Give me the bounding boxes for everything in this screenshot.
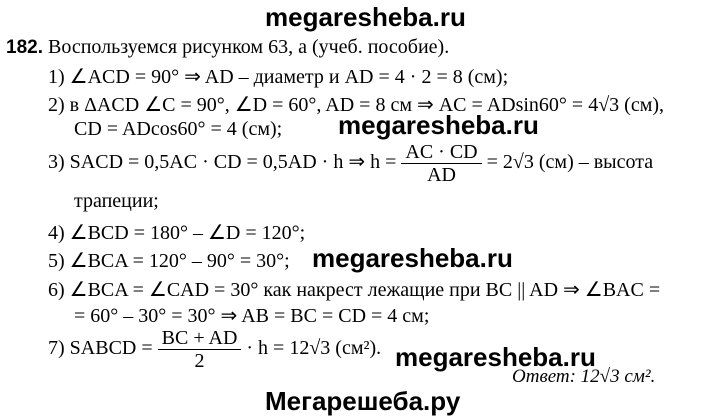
step-7-fraction: [158, 327, 242, 372]
step-2a: 2) в ΔACD ∠C = 90°, ∠D = 60°, AD = 8 см ⇒ AC = ADsin60° = 4√3 (см),: [48, 94, 665, 116]
problem-intro: Воспользуемся рисунком 63, а (учеб. пособие).: [47, 36, 450, 58]
watermark-mid-3: megaresheba.ru: [395, 342, 596, 372]
step-2b: CD = ADcos60° = 4 (см);: [74, 118, 283, 140]
step-3-fraction: [401, 141, 481, 186]
step-1: 1) ∠ACD = 90° ⇒ AD – диаметр и AD = 4 · 2 = 8 (см);: [48, 66, 509, 88]
step-4: 4) ∠BCD = 180° – ∠D = 120°;: [48, 222, 306, 244]
step-3-right: = 2√3 (см) – высота: [486, 151, 654, 174]
step-7-denominator: 2: [194, 350, 205, 372]
step-3-numerator: AC · CD: [401, 141, 481, 164]
step-7-numerator: BC + AD: [158, 327, 242, 350]
step-3: [48, 141, 653, 186]
watermark-mid-1: megaresheba.ru: [338, 110, 539, 140]
step-3b: трапеции;: [74, 190, 159, 212]
watermark-bottom: Мегарешеба.ру: [265, 386, 461, 416]
step-7-right: · h = 12√3 (см²).: [246, 337, 382, 360]
step-6b: = 60° – 30° = 30° ⇒ AB = BC = CD = 4 см;: [74, 305, 430, 327]
answer: Ответ: 12√3 см².: [512, 366, 656, 387]
step-3-denominator: AD: [427, 164, 456, 186]
step-5: 5) ∠BCA = 120° – 90° = 30°;: [48, 250, 290, 272]
step-7: [48, 327, 381, 372]
step-3-left: 3) SACD = 0,5AC · CD = 0,5AD · h ⇒ h =: [48, 151, 397, 174]
watermark-top: megaresheba.ru: [265, 2, 466, 32]
step-6a: 6) ∠BCA = ∠CAD = 30° как накрест лежащие при BC || AD ⇒ ∠BAC =: [48, 279, 661, 301]
problem-header: [6, 36, 449, 59]
watermark-mid-2: megaresheba.ru: [312, 243, 513, 273]
problem-number: 182.: [6, 37, 43, 58]
step-7-left: 7) SABCD =: [48, 337, 153, 360]
